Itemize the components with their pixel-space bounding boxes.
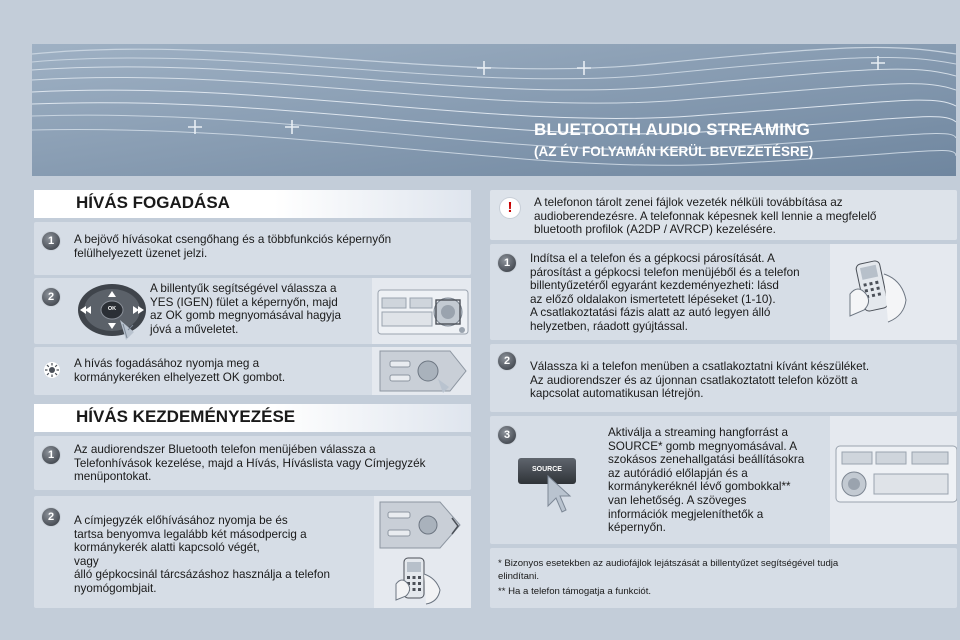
answer-step1-panel <box>34 222 471 275</box>
steering-stalk-illustration <box>372 347 471 395</box>
ok-label: OK <box>107 306 117 312</box>
mobile-phone-icon <box>374 554 471 608</box>
call-step1-text: Az audiorendszer Bluetooth telefon menüjében válassza a Telefonhívások kezelése, majd a Hívás, Híváslista vagy Címjegyzék menüpontokat. <box>74 443 426 484</box>
stream-step2-panel <box>490 344 957 412</box>
sun-tip-icon <box>43 361 61 379</box>
stream-step1-panel <box>490 244 957 340</box>
footnote-2: ** Ha a telefon támogatja a funkciót. <box>498 586 652 597</box>
header-title: BLUETOOTH AUDIO STREAMING <box>534 120 811 139</box>
answer-step2-panel <box>34 278 471 344</box>
stream-step3-text: Aktiválja a streaming hangforrást a SOURCE* gomb megnyomásával. A szokásos zenehallgatási beállításokra az autórádió előlapján és a kormánykeréknél lévő gombokkal** van lehetőség. A szöveges információk megjeleníthetők a képernyőn. <box>608 426 805 535</box>
ok-dpad-icon <box>70 280 160 344</box>
note-panel <box>490 190 957 240</box>
steering-wheel-buttons-icon <box>372 347 471 395</box>
pointer-arrow-icon <box>542 474 572 514</box>
radio-front-icon <box>830 416 957 544</box>
footnote-1: * Bizonyos esetekben az audiofájlok lejátszását a billentyűzet segítségével tudja elindítani. <box>498 558 839 582</box>
stream-step3-panel <box>490 416 957 544</box>
phone-in-hand-icon <box>830 244 957 340</box>
source-label: SOURCE <box>532 466 562 473</box>
answer-tip-panel <box>34 347 471 395</box>
step-badge: 2 <box>42 288 60 306</box>
section-title-call: HÍVÁS KEZDEMÉNYEZÉSE <box>34 404 471 432</box>
radio-illustration <box>372 278 471 344</box>
stream-step2-text: Válassza ki a telefon menüben a csatlakoztatni kívánt készüléket. Az audiorendszer és az újonnan csatlakoztatott telefon között a kapcsolat automatikusan létrejön. <box>530 360 870 401</box>
header-subtitle: (AZ ÉV FOLYAMÁN KERÜL BEVEZETÉSRE) <box>534 144 814 159</box>
call-step1-panel <box>34 436 471 490</box>
answer-tip-text: A hívás fogadásához nyomja meg a kormánykeréken elhelyezett OK gombot. <box>74 357 286 384</box>
stream-step1-text: Indítsa el a telefon és a gépkocsi párosítását. A párosítást a gépkocsi telefon menüjéből és a telefon billentyűzetéről egyaránt kezdeményezheti: lásd az előző oldalakon ismertetett lépéseket (1-10). A csatlakoztatási fázis alatt az autó legyen álló helyzetben, ráadott gyújtással. <box>530 252 800 333</box>
phone-pairing-illustration <box>830 244 957 340</box>
step-badge: 1 <box>42 232 60 250</box>
note-text: A telefonon tárolt zenei fájlok vezeték nélküli továbbítása az audioberendezésre. A telefonnak képesnek kell lennie a megfelelő bluetooth profilok (A2DP / AVRCP) kezelésére. <box>534 196 877 237</box>
radio-source-illustration <box>830 416 957 544</box>
step-badge: 2 <box>42 508 60 526</box>
stalk-illustration <box>374 496 471 554</box>
wave-decoration <box>32 44 956 176</box>
radio-panel-icon <box>372 278 471 344</box>
step-badge: 2 <box>498 352 516 370</box>
header-banner <box>32 44 956 176</box>
section-title-answer: HÍVÁS FOGADÁSA <box>34 190 471 218</box>
call-step2-text: A címjegyzék előhívásához nyomja be és tartsa benyomva legalább két másodpercig a kormánykerék alatti kapcsoló végét, vagy álló gépkocsinál tárcsázáshoz használja a telefon nyomógombjait. <box>74 514 330 595</box>
warning-icon: ! <box>500 198 520 218</box>
steering-stalk-icon <box>374 496 471 554</box>
call-step2-panel <box>34 496 471 608</box>
answer-step2-text: A billentyűk segítségével válassza a YES (IGEN) fület a képernyőn, majd az OK gomb megnyomásával hagyja jóvá a műveletet. <box>150 282 341 336</box>
header-title-block <box>534 120 813 159</box>
step-badge: 3 <box>498 426 516 444</box>
step-badge: 1 <box>42 446 60 464</box>
step-badge: 1 <box>498 254 516 272</box>
footnotes-panel <box>490 548 957 608</box>
answer-step1-text: A bejövő hívásokat csengőhang és a többfunkciós képernyőn felülhelyezett üzenet jelzi. <box>74 233 392 260</box>
phone-hand-illustration <box>374 554 471 608</box>
